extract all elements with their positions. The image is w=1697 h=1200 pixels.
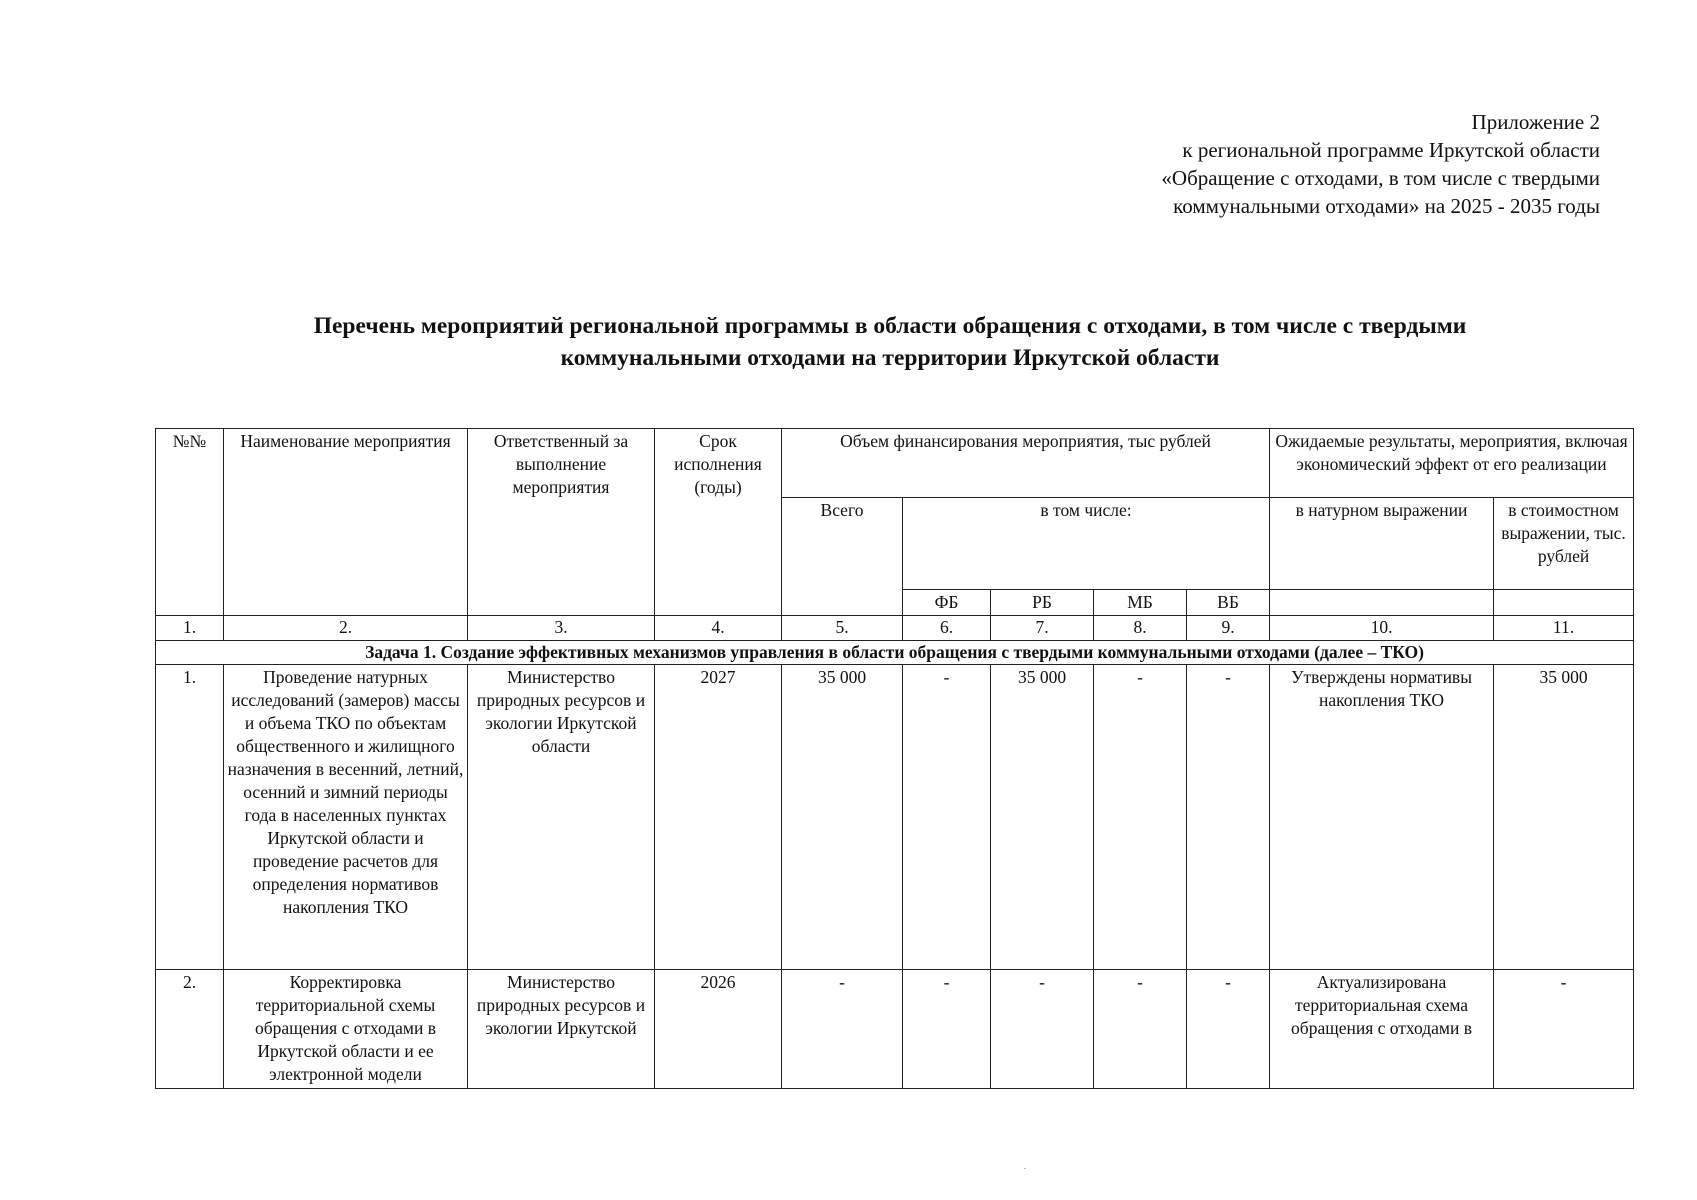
header-rb: РБ xyxy=(991,590,1094,616)
header-name: Наименование мероприятия xyxy=(224,429,468,616)
row-responsible: Министерство природных ресурсов и экологии Иркутской области xyxy=(468,665,655,970)
header-term: Срок исполнения (годы) xyxy=(655,429,782,616)
column-numbers-row xyxy=(156,616,1634,641)
row-vb: - xyxy=(1187,665,1270,970)
header-num: №№ xyxy=(156,429,224,616)
header-fb: ФБ xyxy=(903,590,991,616)
appendix-block xyxy=(1000,108,1600,220)
title-line-2: коммунальными отходами на территории Иркутской области xyxy=(560,345,1220,371)
header-natural-empty xyxy=(1270,590,1494,616)
header-results: Ожидаемые результаты, мероприятия, включая экономический эффект от его реализации xyxy=(1270,429,1634,498)
row-cost: - xyxy=(1494,970,1634,1089)
column-number: 10. xyxy=(1270,616,1494,641)
column-number: 3. xyxy=(468,616,655,641)
header-cost: в стоимостном выражении, тыс. рублей xyxy=(1494,498,1634,590)
header-mb: МБ xyxy=(1094,590,1187,616)
column-number: 1. xyxy=(156,616,224,641)
appendix-line-2: к региональной программе Иркутской области xyxy=(1182,138,1600,162)
task-row xyxy=(156,641,1634,665)
row-rb: 35 000 xyxy=(991,665,1094,970)
header-vb: ВБ xyxy=(1187,590,1270,616)
header-cost-empty xyxy=(1494,590,1634,616)
column-number: 2. xyxy=(224,616,468,641)
row-natural: Утверждены нормативы накопления ТКО xyxy=(1270,665,1494,970)
task-heading: Задача 1. Создание эффективных механизмов управления в области обращения с твердыми коммунальными отходами (далее – ТКО) xyxy=(156,641,1634,665)
column-number: 11. xyxy=(1494,616,1634,641)
header-financing: Объем финансирования мероприятия, тыс рублей xyxy=(782,429,1270,498)
row-fb: - xyxy=(903,970,991,1089)
table-row xyxy=(156,665,1634,970)
row-num: 2. xyxy=(156,970,224,1089)
header-row-1 xyxy=(156,429,1634,498)
row-natural: Актуализирована территориальная схема обращения с отходами в xyxy=(1270,970,1494,1089)
column-number: 8. xyxy=(1094,616,1187,641)
title-line-1: Перечень мероприятий региональной программы в области обращения с отходами, в том числе с твердыми xyxy=(313,313,1467,339)
appendix-line-4: коммунальными отходами» на 2025 - 2035 годы xyxy=(1173,194,1600,218)
header-responsible: Ответственный за выполнение мероприятия xyxy=(468,429,655,616)
column-number: 5. xyxy=(782,616,903,641)
row-term: 2027 xyxy=(655,665,782,970)
row-total: 35 000 xyxy=(782,665,903,970)
row-responsible: Министерство природных ресурсов и экологии Иркутской xyxy=(468,970,655,1089)
appendix-line-1: Приложение 2 xyxy=(1471,110,1600,134)
column-number: 9. xyxy=(1187,616,1270,641)
column-number: 6. xyxy=(903,616,991,641)
header-including: в том числе: xyxy=(903,498,1270,590)
row-fb: - xyxy=(903,665,991,970)
table-row xyxy=(156,970,1634,1089)
row-name: Проведение натурных исследований (замеров) массы и объема ТКО по объектам общественного и жилищного назначения в весенний, летний, осенний и зимний периоды года в населенных пунктах Иркутской области и проведение расчетов для определения нормативов накопления ТКО xyxy=(224,665,468,970)
column-number: 4. xyxy=(655,616,782,641)
row-mb: - xyxy=(1094,665,1187,970)
header-natural: в натурном выражении xyxy=(1270,498,1494,590)
page-mark xyxy=(1024,1168,1026,1169)
appendix-line-3: «Обращение с отходами, в том числе с твердыми xyxy=(1161,166,1600,190)
row-mb: - xyxy=(1094,970,1187,1089)
column-number: 7. xyxy=(991,616,1094,641)
measures-table xyxy=(155,428,1634,1089)
row-vb: - xyxy=(1187,970,1270,1089)
header-total: Всего xyxy=(782,498,903,616)
row-total: - xyxy=(782,970,903,1089)
row-name: Корректировка территориальной схемы обращения с отходами в Иркутской области и ее электронной модели xyxy=(224,970,468,1089)
row-term: 2026 xyxy=(655,970,782,1089)
document-title xyxy=(160,310,1620,374)
row-num: 1. xyxy=(156,665,224,970)
row-rb: - xyxy=(991,970,1094,1089)
row-cost: 35 000 xyxy=(1494,665,1634,970)
